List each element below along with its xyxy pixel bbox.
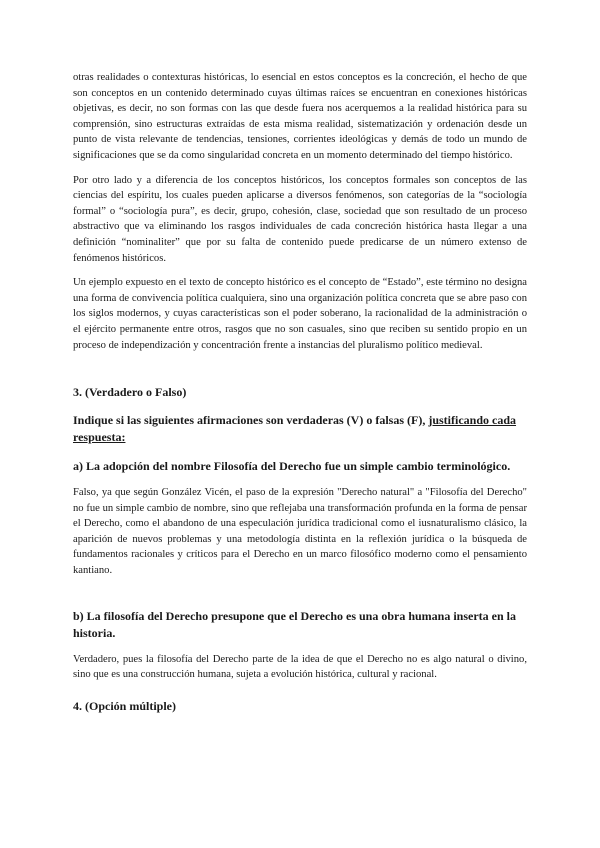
question-b-answer: Verdadero, pues la filosofía del Derecho parte de la idea de que el Derecho no es algo natural o divino, sino que es una construcción humana, sujeta a evolución histórica, cultural y racional. xyxy=(73,653,527,681)
question-a-prefix: a) La adopción del nombre xyxy=(73,459,214,474)
document-page xyxy=(73,70,527,726)
question-a-suffix: fue un simple cambio terminológico. xyxy=(321,459,511,474)
question-a-title xyxy=(73,458,527,475)
question-b-title: b) La filosofía del Derecho presupone que el Derecho es una obra humana inserta en la historia. xyxy=(73,608,517,640)
paragraph-state-example: Un ejemplo expuesto en el texto de concepto histórico es el concepto de “Estado”, este término no designa una forma de convivencia política cualquiera, sino una organización política concreta que se abre paso con los siglos modernos, y cuyas características son el poder soberano, la racionalidad de la administración o el ejército permanente entre otros, rasgos que no son casuales, sino que reciben su sentido propio en un proceso de independización y concentración frente a instancias del pluralismo político medieval. xyxy=(73,277,527,351)
section-4-title: 4. (Opción múltiple) xyxy=(73,698,177,713)
paragraph-formal-concepts: Por otro lado y a diferencia de los conceptos históricos, los conceptos formales son conceptos de las ciencias del espíritu, los cuales pueden aplicarse a diversos fenómenos, son categorías de la “sociología formal” o “sociología pura”, es decir, grupo, cohesión, clase, sociedad que son resultado de un proceso abstractivo que va eliminando los rasgos individuales de cada concreción histórica hasta llegar a una definición “nominaliter” que por su falta de contenido puede predicarse de un número extenso de fenómenos históricos. xyxy=(73,174,527,264)
paragraph-historical-concepts: otras realidades o contexturas históricas, lo esencial en estos conceptos es la concreción, el hecho de que son conceptos en un contenido determinado cuyas últimas raíces se encuentran en conexiones históricas objetivas, es decir, no son formas con las que desde fuera nos acerquemos a la realidad histórica para su comprensión, sino estructuras extraídas de esta misma realidad, sistematización y ordenación desde un punto de vista relevante de tendencias, tensiones, corrientes ideológicas y demás de todo un mundo de significaciones que se da como singularidad concreta en un momento determinado del tiempo histórico. xyxy=(73,72,527,161)
question-a-answer: Falso, ya que según González Vicén, el paso de la expresión "Derecho natural" a "Filosofía del Derecho" no fue un simple cambio de nombre, sino que reflejaba una transformación profunda en la forma de pensar el Derecho, como el abandono de una especulación jurídica tradicional como el iusnaturalismo clásico, la aparición de nuevos problemas y una metodología distinta en la reflexión jurídica o la búsqueda de fundamentos racionales y críticos para el Derecho en un marco filosófico moderno como el pensamiento kantiano. xyxy=(73,487,527,577)
section-3-title: 3. (Verdadero o Falso) xyxy=(73,385,187,400)
section-3-instruction xyxy=(73,412,527,446)
instruction-text: Indique si las siguientes afirmaciones son verdaderas (V) o falsas (F), xyxy=(73,413,429,428)
question-a-italic: Filosofía del Derecho xyxy=(213,459,322,474)
instruction-underlined: justificando cada respuesta: xyxy=(73,413,517,445)
